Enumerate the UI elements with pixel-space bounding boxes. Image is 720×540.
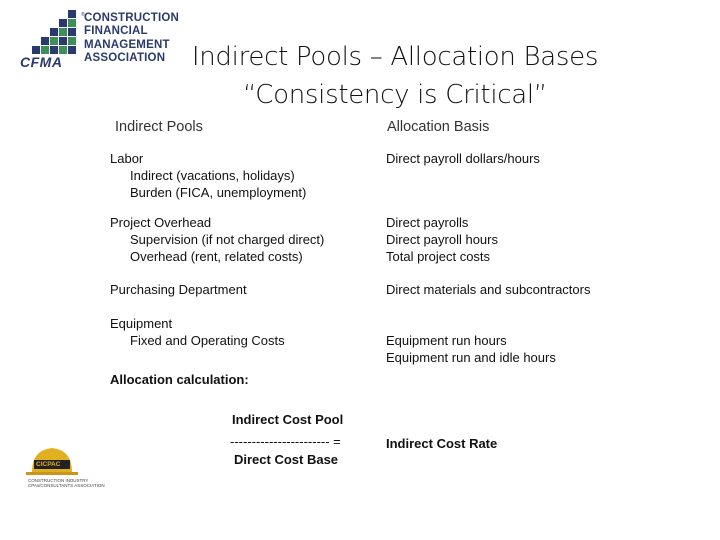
basis-item: Direct materials and subcontractors <box>386 282 591 297</box>
pool-name: Project Overhead <box>110 215 212 230</box>
cicpac-caption <box>28 478 105 488</box>
header-allocation-basis: Allocation Basis <box>387 119 490 135</box>
slide-title: Indirect Pools – Allocation Bases <box>191 42 599 72</box>
cfma-logo-mark <box>20 10 82 56</box>
basis-purchasing-department <box>386 281 590 298</box>
pool-name: Labor <box>110 151 144 166</box>
header-indirect-pools: Indirect Pools <box>115 119 203 135</box>
basis-item: Equipment run hours <box>386 333 507 348</box>
formula-denominator: Direct Cost Base <box>234 452 339 467</box>
allocation-calculation-label: Allocation calculation: <box>110 372 249 387</box>
formula-divider: ----------------------- = <box>230 434 341 449</box>
logo-line: FINANCIAL <box>84 25 148 38</box>
pool-name: Equipment <box>110 316 173 331</box>
pool-project-overhead <box>110 214 324 265</box>
basis-item: Direct payroll hours <box>386 232 498 247</box>
cicpac-badge-text: CICPAC <box>36 461 61 468</box>
basis-project-overhead <box>386 214 498 265</box>
pool-detail: Fixed and Operating Costs <box>130 333 285 348</box>
logo-line: CONSTRUCTION <box>84 12 180 24</box>
cicpac-logo <box>24 440 104 490</box>
pool-detail: Overhead (rent, related costs) <box>130 249 303 264</box>
registered-mark: ® <box>81 12 85 18</box>
logo-line: ASSOCIATION <box>84 51 166 64</box>
formula-numerator: Indirect Cost Pool <box>232 412 344 427</box>
basis-item: Equipment run and idle hours <box>386 350 556 365</box>
cicpac-caption-line: CPAs/CONSULTANTS ASSOCIATION <box>28 483 105 488</box>
slide-subtitle: “Consistency is Critical” <box>243 80 547 110</box>
pool-labor <box>110 150 306 201</box>
basis-equipment <box>386 332 556 366</box>
pool-detail: Indirect (vacations, holidays) <box>130 168 295 183</box>
pool-name: Purchasing Department <box>110 282 247 297</box>
logo-line: MANAGEMENT <box>84 38 170 51</box>
basis-item: Direct payrolls <box>386 215 469 230</box>
basis-labor <box>386 150 540 167</box>
basis-item: Direct payroll dollars/hours <box>386 151 540 166</box>
pool-purchasing-department <box>110 281 247 298</box>
pool-detail: Supervision (if not charged direct) <box>130 232 325 247</box>
formula-result: Indirect Cost Rate <box>386 436 498 451</box>
cicpac-caption-line: CONSTRUCTION INDUSTRY <box>28 478 89 483</box>
pool-detail: Burden (FICA, unemployment) <box>130 185 307 200</box>
cfma-acronym: CFMA <box>20 54 63 70</box>
basis-item: Total project costs <box>386 249 491 264</box>
pool-equipment <box>110 315 285 349</box>
